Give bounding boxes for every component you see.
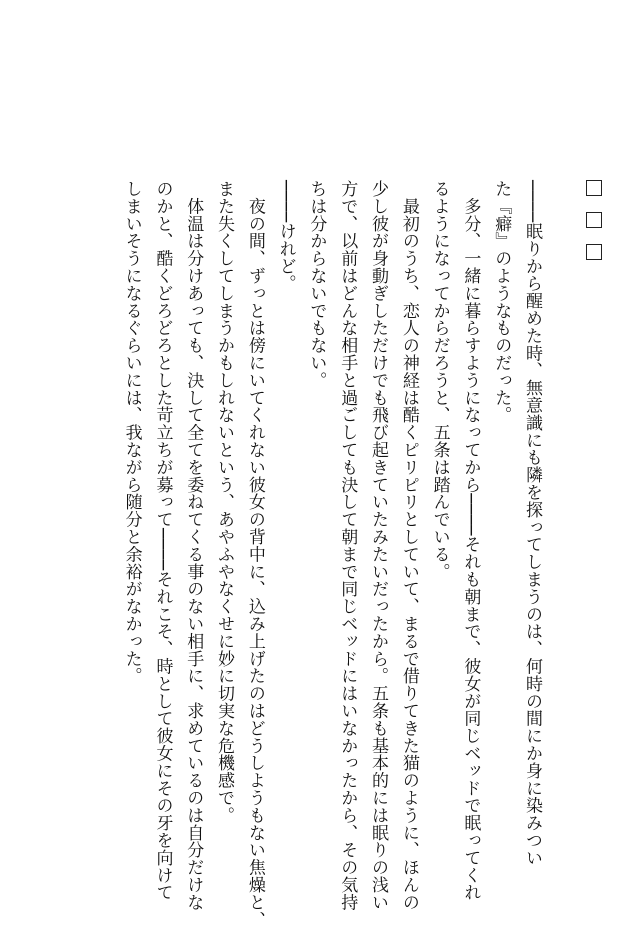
section-marker-square <box>586 180 602 196</box>
text-line: のかと、酷くどろどろとした苛立ちが募って────それこそ、時として彼女にその牙を向けて <box>152 180 173 902</box>
section-marker-square <box>586 244 602 260</box>
text-line: ────眠りから醒めた時、無意識にも隣を探ってしまうのは、何時の間にか身に染みつい <box>522 180 542 867</box>
text-line: しまいそうになるぐらいには、我ながら随分と余裕がなかった。 <box>121 180 142 685</box>
vertical-text-body <box>116 180 547 928</box>
text-line: た『癖』のようなものだった。 <box>491 180 512 424</box>
text-line: るようになってからだろうと、五条は踏んでいる。 <box>429 180 450 581</box>
text-line: 最初のうち、恋人の神経は酷くピリピリとしていて、まるで借りてきた猫のように、ほんの <box>398 180 419 911</box>
section-marker-square <box>586 212 602 228</box>
text-line: また失くしてしまうかもしれないという、あやふやなくせに妙に切実な危機感で。 <box>214 180 235 824</box>
text-line: ────けれど。 <box>275 180 296 293</box>
text-line: 体温は分けあっても、決して全てを委ねてくる事のない相手に、求めているのは自分だけな <box>183 180 204 911</box>
text-line: 少し彼が身動ぎしただけでも飛び起きていたみたいだったから。五条も基本的には眠りの浅い <box>368 180 389 911</box>
text-line: ちは分からないでもない。 <box>306 180 327 389</box>
text-line: 夜の間、ずっとは傍にいてくれない彼女の背中に、込み上げたのはどうしようもない焦燥と、 <box>244 180 265 928</box>
text-line: 方で、以前はどんな相手と過ごしても決して朝まで同じベッドにはいなかったから、その気持 <box>337 180 358 911</box>
text-line: 多分、一緒に暮らすようになってから────それも朝まで、彼女が同じベッドで眠ってくれ <box>460 180 481 902</box>
section-break-markers <box>579 180 609 260</box>
